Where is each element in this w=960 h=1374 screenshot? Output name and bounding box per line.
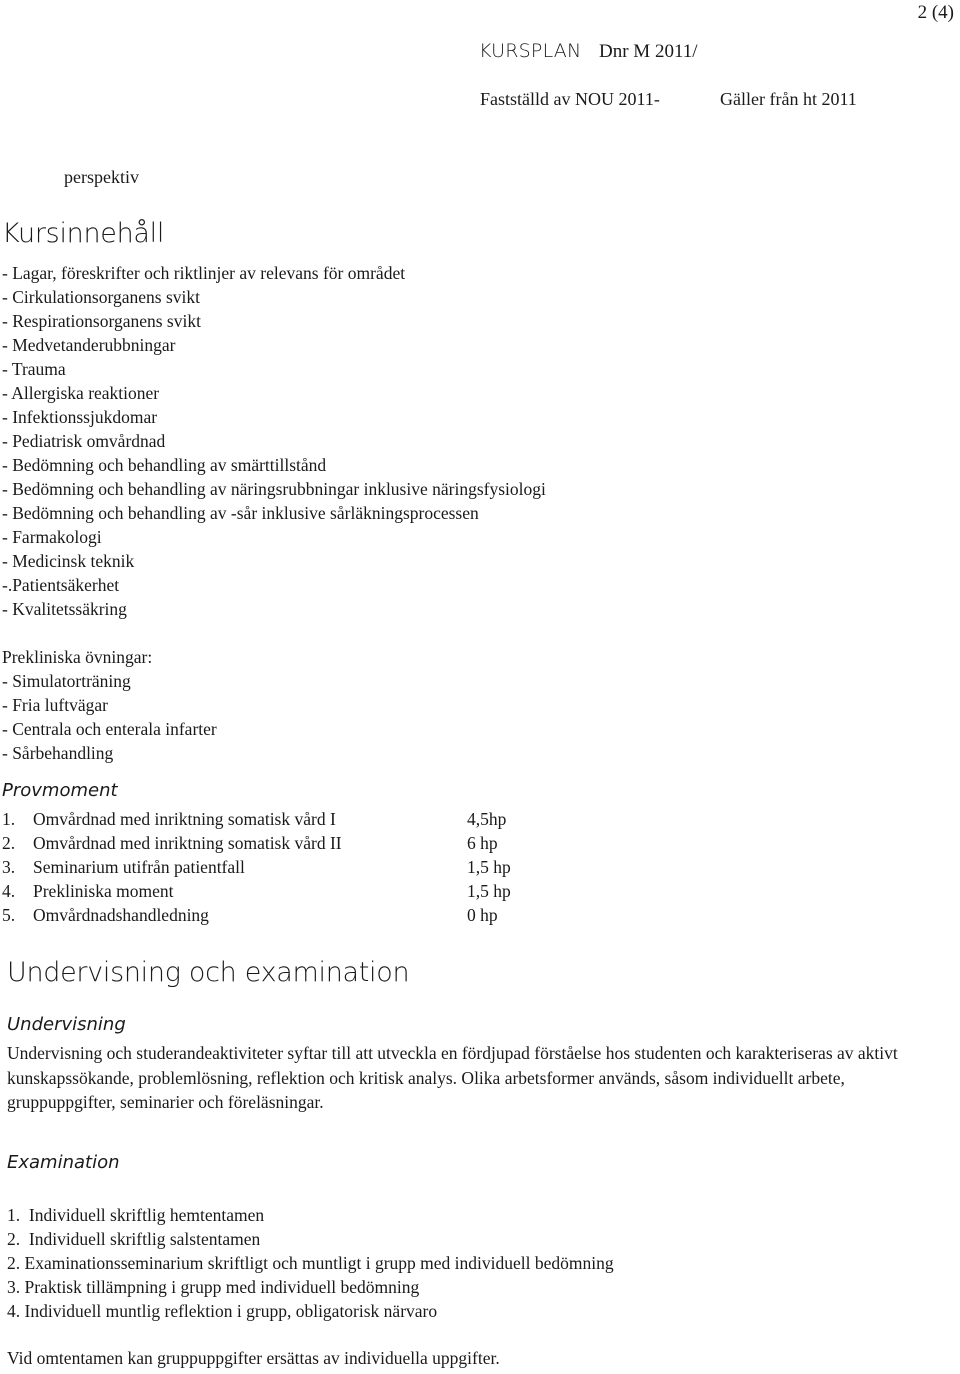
table-row xyxy=(2,879,562,903)
list-item: - Lagar, föreskrifter och riktlinjer av relevans för området xyxy=(2,263,406,283)
kursplan-label: KURSPLAN xyxy=(479,40,582,62)
undervisning-paragraph: Undervisning och studerandeaktiviteter syftar till att utveckla en fördjupad förståelse hos studenten och karakteriseras av aktivt kunskapssökande, problemlösning, reflektion och kritisk analys. Olika arbetsformer används, såsom individuellt arbete, gruppuppgifter, seminarier och föreläsningar. xyxy=(7,1043,898,1112)
row-number: 2. xyxy=(2,833,16,853)
list-item: 2. Examinationsseminarium skriftligt och muntligt i grupp med individuell bedömning xyxy=(7,1253,614,1273)
list-item: - Bedömning och behandling av näringsrubbningar inklusive näringsfysiologi xyxy=(2,479,546,499)
row-name: Prekliniska moment xyxy=(33,881,174,901)
page-number: 2 (4) xyxy=(917,2,954,23)
row-credits: 6 hp xyxy=(467,833,498,853)
row-name: Omvårdnad med inriktning somatisk vård I xyxy=(33,809,336,829)
list-item: - Medicinsk teknik xyxy=(2,551,135,571)
provmoment-heading: Provmoment xyxy=(2,780,118,801)
list-item: - Respirationsorganens svikt xyxy=(2,311,201,331)
row-credits: 0 hp xyxy=(467,905,498,925)
list-item: - Allergiska reaktioner xyxy=(2,383,160,403)
prekliniska-heading: Prekliniska övningar: xyxy=(2,647,153,667)
row-number: 5. xyxy=(2,905,16,925)
table-row xyxy=(2,903,562,927)
list-item: - Sårbehandling xyxy=(2,743,114,763)
list-item: - Farmakologi xyxy=(2,527,102,547)
table-row xyxy=(2,807,562,831)
list-item: - Bedömning och behandling av smärttillstånd xyxy=(2,455,327,475)
list-item: - Medvetanderubbningar xyxy=(2,335,176,355)
row-credits: 1,5 hp xyxy=(467,881,511,901)
list-item: 3. Praktisk tillämpning i grupp med individuell bedömning xyxy=(7,1277,420,1297)
intro-fragment: perspektiv xyxy=(64,167,139,187)
list-item: - Cirkulationsorganens svikt xyxy=(2,287,200,307)
list-item: - Trauma xyxy=(2,359,66,379)
list-item: 4. Individuell muntlig reflektion i grupp, obligatorisk närvaro xyxy=(7,1301,438,1321)
list-item: - Simulatorträning xyxy=(2,671,131,691)
dnr-label: Dnr M 2011/ xyxy=(599,41,698,62)
faststalld-label: Fastställd av NOU 2011- xyxy=(480,89,660,109)
undervisning-examination-heading: Undervisning och examination xyxy=(7,957,410,988)
table-row xyxy=(2,831,562,855)
list-item: - Infektionssjukdomar xyxy=(2,407,158,427)
row-name: Seminarium utifrån patientfall xyxy=(33,857,245,877)
row-name: Omvårdnad med inriktning somatisk vård II xyxy=(33,833,342,853)
omtentamen-note: Vid omtentamen kan gruppuppgifter ersättas av individuella uppgifter. xyxy=(7,1348,500,1368)
row-credits: 1,5 hp xyxy=(467,857,511,877)
list-item: - Kvalitetssäkring xyxy=(2,599,127,619)
course-content-list xyxy=(2,261,546,621)
list-item: - Centrala och enterala infarter xyxy=(2,719,217,739)
row-credits: 4,5hp xyxy=(467,809,507,829)
row-number: 4. xyxy=(2,881,16,901)
kursinnehall-heading: Kursinnehåll xyxy=(2,218,165,249)
prekliniska-list xyxy=(2,669,217,765)
row-number: 1. xyxy=(2,809,16,829)
examination-list xyxy=(7,1203,614,1323)
list-item: - Pediatrisk omvårdnad xyxy=(2,431,166,451)
row-number: 3. xyxy=(2,857,16,877)
list-item: - Fria luftvägar xyxy=(2,695,108,715)
list-item: 1. Individuell skriftlig hemtentamen xyxy=(7,1205,265,1225)
list-item: -.Patientsäkerhet xyxy=(2,575,120,595)
list-item: - Bedömning och behandling av -sår inklusive sårläkningsprocessen xyxy=(2,503,479,523)
table-row xyxy=(2,855,562,879)
undervisning-subheading: Undervisning xyxy=(7,1014,126,1035)
examination-subheading: Examination xyxy=(7,1152,120,1173)
row-name: Omvårdnadshandledning xyxy=(33,905,209,925)
list-item: 2. Individuell skriftlig salstentamen xyxy=(7,1229,261,1249)
galler-label: Gäller från ht 2011 xyxy=(720,89,857,109)
provmoment-table xyxy=(2,807,562,927)
